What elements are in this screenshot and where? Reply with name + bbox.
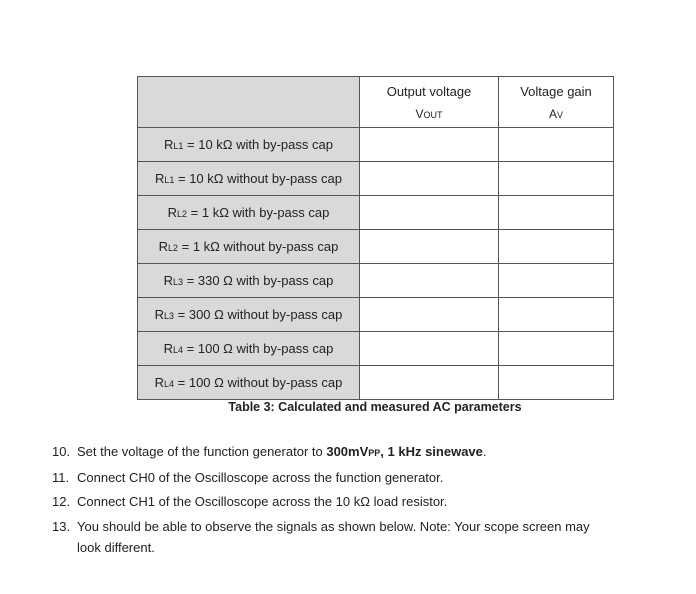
vout-cell[interactable] <box>360 128 499 162</box>
header-voltage-gain: Voltage gain AV <box>499 77 614 128</box>
table-row <box>138 128 614 162</box>
vout-cell[interactable] <box>360 298 499 332</box>
av-symbol: AV <box>548 106 564 121</box>
row-label: RL3 = 330 Ω with by-pass cap <box>138 264 360 298</box>
table-row <box>138 366 614 400</box>
av-cell[interactable] <box>499 128 614 162</box>
table-row <box>138 332 614 366</box>
vout-cell[interactable] <box>360 230 499 264</box>
av-cell[interactable] <box>499 332 614 366</box>
row-label: RL1 = 10 kΩ with by-pass cap <box>138 128 360 162</box>
voltage-setting: 300mVPP, 1 kHz sinewave <box>326 444 483 459</box>
row-label: RL4 = 100 Ω with by-pass cap <box>138 332 360 366</box>
header-empty-cell <box>138 77 360 128</box>
vout-cell[interactable] <box>360 366 499 400</box>
ac-parameters-table <box>137 76 614 400</box>
table-caption: Table 3: Calculated and measured AC parameters <box>228 400 522 414</box>
row-label: RL1 = 10 kΩ without by-pass cap <box>138 162 360 196</box>
row-label: RL4 = 100 Ω without by-pass cap <box>138 366 360 400</box>
vout-cell[interactable] <box>360 162 499 196</box>
vout-cell[interactable] <box>360 332 499 366</box>
row-label: RL2 = 1 kΩ without by-pass cap <box>138 230 360 264</box>
table-row <box>138 264 614 298</box>
av-cell[interactable] <box>499 162 614 196</box>
table-row <box>138 196 614 230</box>
instruction-list <box>52 440 664 559</box>
row-label: RL3 = 300 Ω without by-pass cap <box>138 298 360 332</box>
av-cell[interactable] <box>499 230 614 264</box>
row-label: RL2 = 1 kΩ with by-pass cap <box>138 196 360 230</box>
header-output-voltage: Output voltage VOUT <box>360 77 499 128</box>
vout-cell[interactable] <box>360 196 499 230</box>
av-cell[interactable] <box>499 196 614 230</box>
av-cell[interactable] <box>499 264 614 298</box>
list-item: 13. You should be able to observe the signals as shown below. Note: Your scope screen may look different. <box>52 518 590 555</box>
table-row <box>138 162 614 196</box>
av-cell[interactable] <box>499 366 614 400</box>
table-header-row <box>138 77 614 128</box>
vout-cell[interactable] <box>360 264 499 298</box>
vout-symbol: VOUT <box>415 106 443 121</box>
list-item: 11. Connect CH0 of the Oscilloscope across the function generator. <box>52 469 444 485</box>
table-row <box>138 230 614 264</box>
list-item: 10. Set the voltage of the function generator to 300mVPP, 1 kHz sinewave. <box>52 444 487 459</box>
table-row <box>138 298 614 332</box>
list-item: 12. Connect CH1 of the Oscilloscope across the 10 kΩ load resistor. <box>52 494 448 509</box>
av-cell[interactable] <box>499 298 614 332</box>
